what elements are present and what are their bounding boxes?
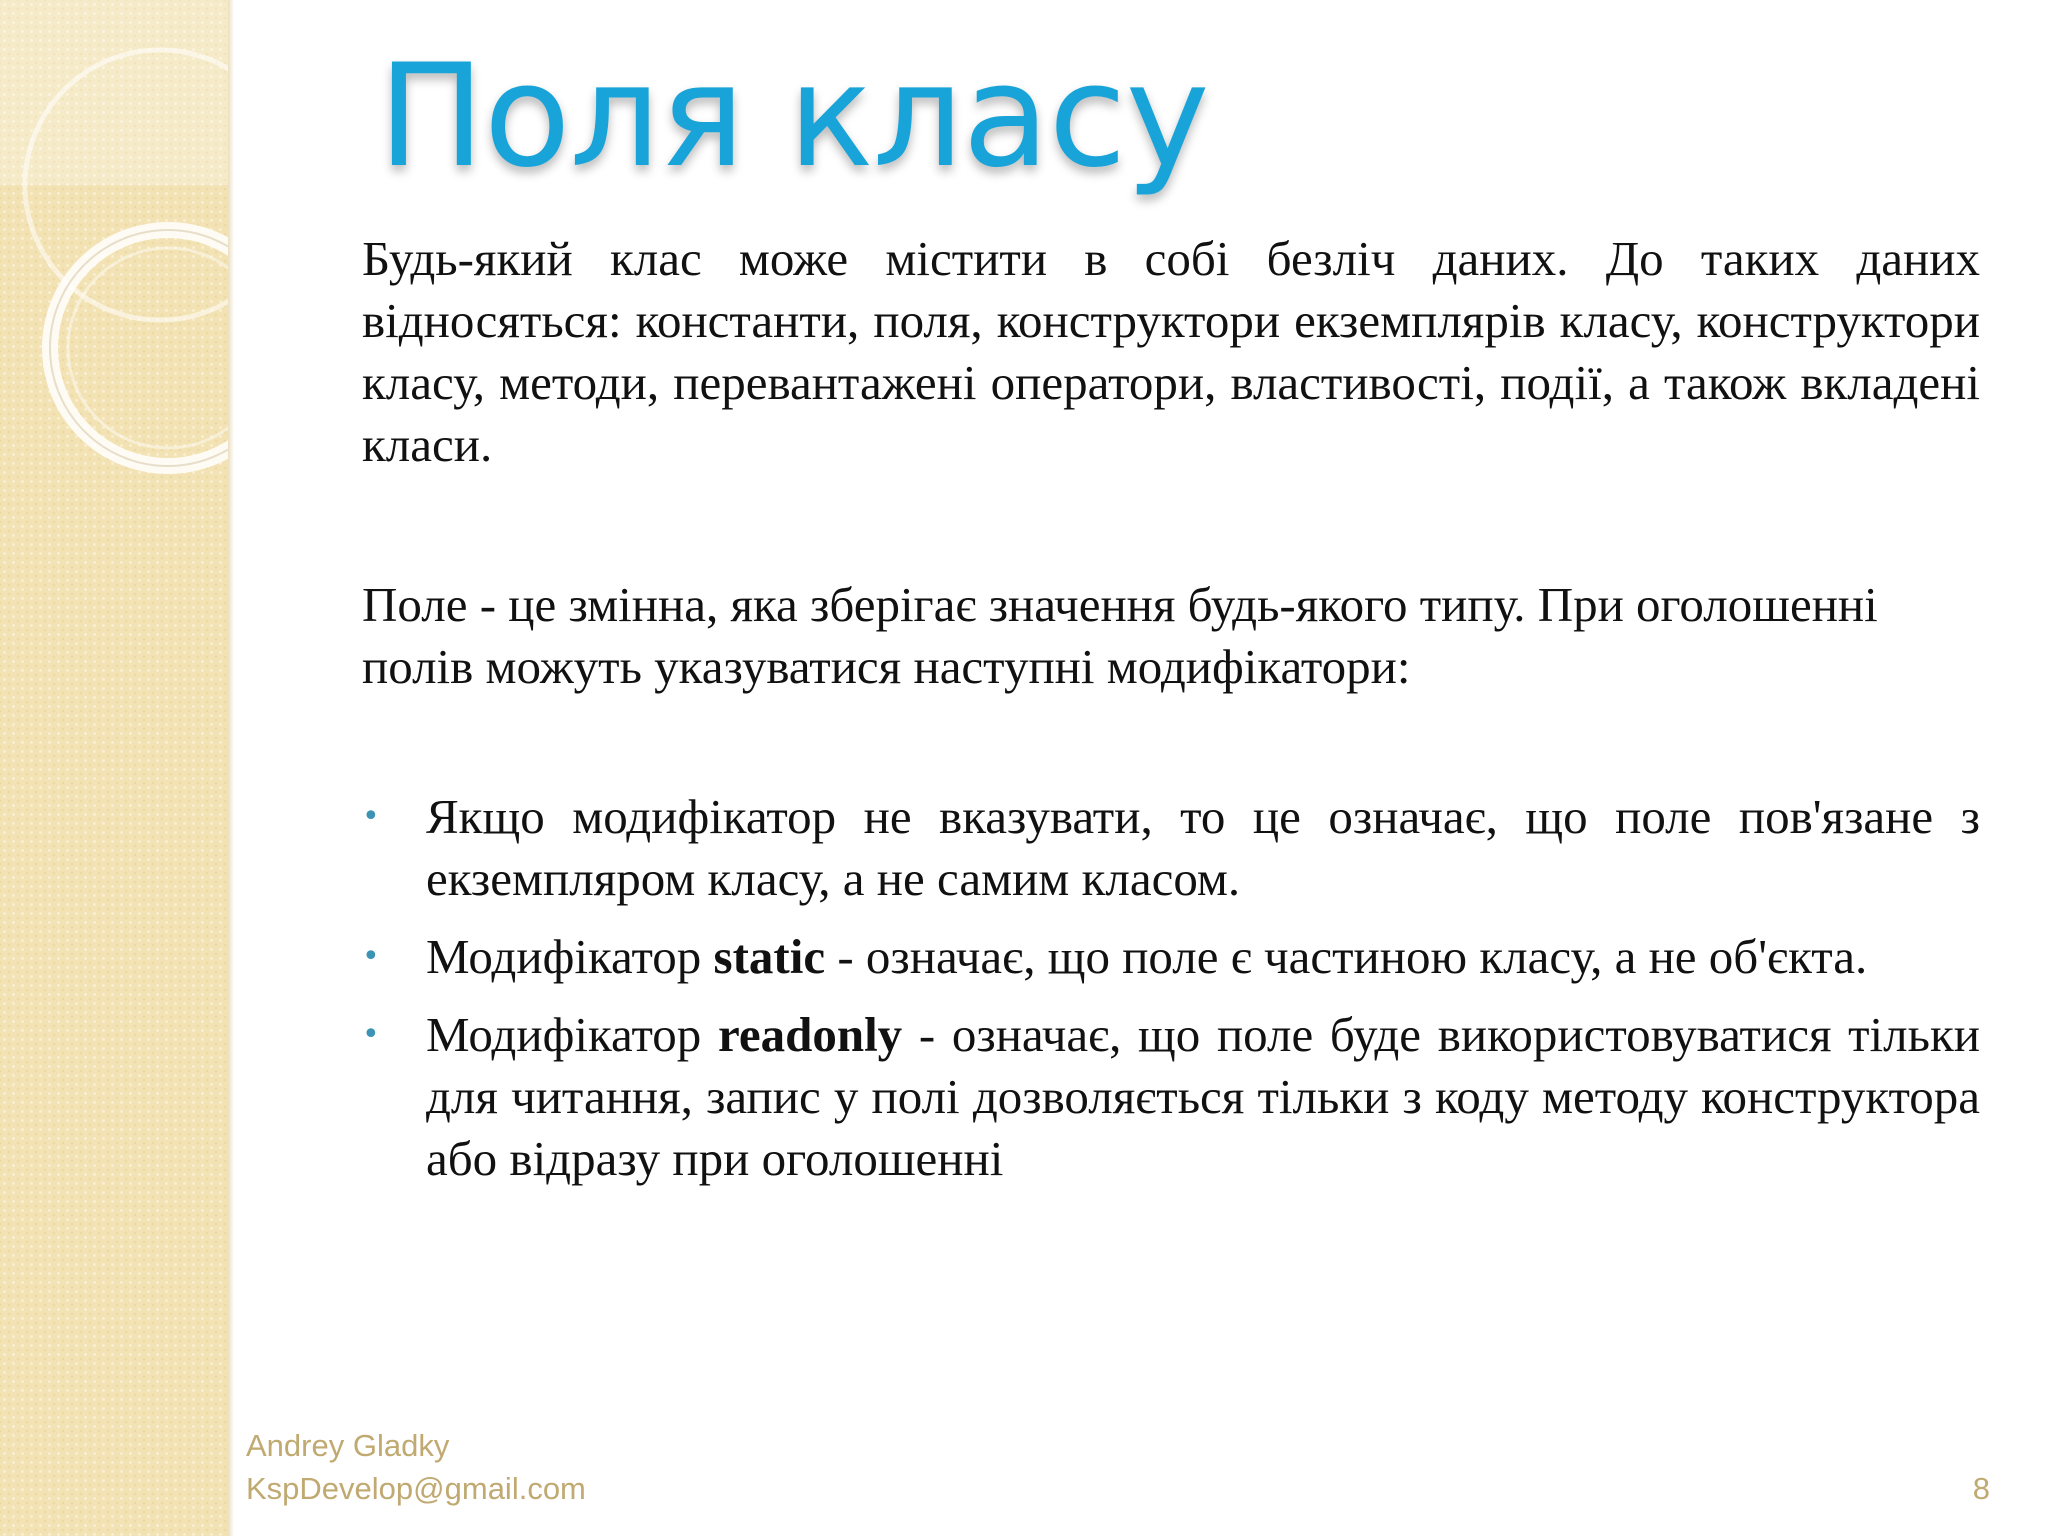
sidebar-edge [228, 0, 234, 1536]
decorative-ring-inner [68, 248, 228, 448]
decorative-sidebar [0, 0, 228, 1536]
keyword-static: static [713, 929, 826, 984]
slide-body [362, 228, 1980, 1206]
list-item-suffix: - означає, що поле буде використовуватися тільки для читання, запис у полі дозволяється тільки з коду методу конструктора або відразу при оголошенні [426, 1007, 1981, 1186]
footer-credits [246, 1424, 586, 1510]
intro-paragraph: Будь-який клас може містити в собі безліч даних. До таких даних відносяться: константи, поля, конструктори екземплярів класу, конструктори класу, методи, перевантажені оператори, властивості, події, а також вкладені класи. [362, 231, 1980, 472]
list-item-prefix: Модифікатор [426, 929, 702, 984]
bullet-icon: • [362, 939, 380, 974]
bullet-icon: • [362, 1017, 380, 1052]
list-item-text: Якщо модифікатор не вказувати, то це означає, що поле пов'язане з екземпляром класу, а не самим класом. [426, 789, 1980, 906]
sidebar-light-panel [0, 0, 228, 185]
page-number: 8 [1972, 1471, 1990, 1506]
slide-title: Поля класу [378, 34, 1209, 199]
decorative-ring [50, 230, 228, 466]
keyword-readonly: readonly [717, 1007, 903, 1062]
list-item-readonly [362, 1004, 1980, 1190]
list-item-no-modifier [362, 786, 1980, 910]
decorative-rings [0, 0, 228, 1536]
footer-author: Andrey Gladky [246, 1428, 450, 1463]
footer-email: KspDevelop@gmail.com [246, 1471, 586, 1506]
bullet-icon: • [362, 799, 380, 834]
list-item-static [362, 926, 1980, 988]
field-definition-paragraph: Поле - це змінна, яка зберігає значення будь-якого типу. При оголошенні полів можуть указуватися наступні модифікатори: [362, 577, 1878, 694]
modifier-list [362, 786, 1980, 1190]
list-item-suffix: - означає, що поле є частиною класу, а не об'єкта. [837, 929, 1868, 984]
list-item-prefix: Модифікатор [426, 1007, 702, 1062]
